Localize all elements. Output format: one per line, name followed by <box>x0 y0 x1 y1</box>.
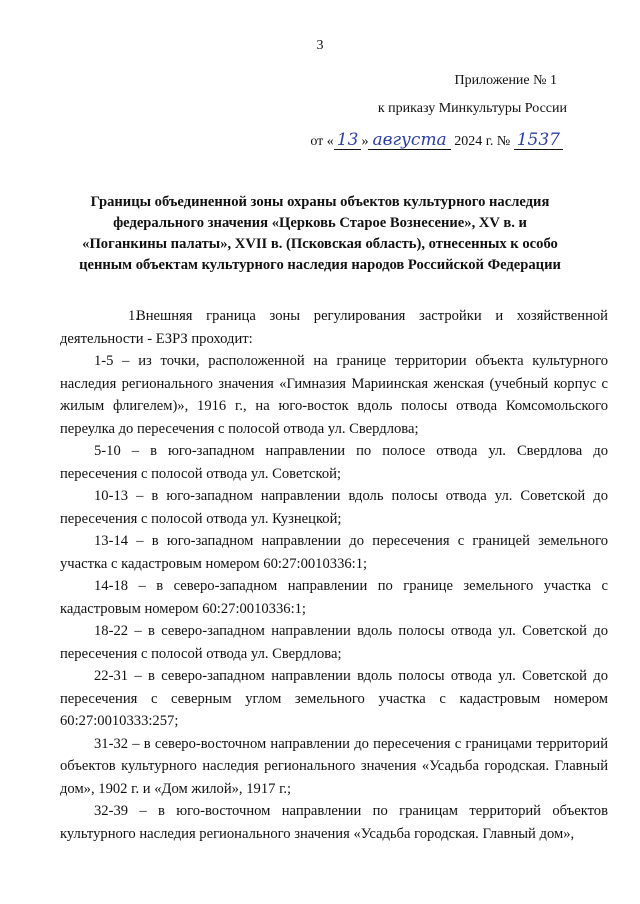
document-body <box>60 305 608 845</box>
boundary-paragraph: 5-10 – в юго-западном направлении по полосе отвода ул. Свердлова до пересечения с полосой отвода ул. Советской; <box>60 443 608 482</box>
boundary-paragraph: 1-5 – из точки, расположенной на границе территории объекта культурного наследия регионального значения «Гимназия Мариинская женская (учебный корпус с жилым флигелем)», 1916 г., на юго-восток вдоль полосы отвода Комсомольского переулка до пересечения с полосой отвода ул. Свердлова; <box>60 353 608 437</box>
boundary-paragraph: 18-22 – в северо-западном направлении вдоль полосы отвода ул. Советской до пересечения с полосой отвода ул. Свердлова; <box>60 623 608 662</box>
handwritten-order-number: 1537 <box>514 132 563 150</box>
boundary-paragraph: 32-39 – в юго-восточном направлении по границам территорий объектов культурного наследия регионального значения «Усадьба городская. Главный дом», <box>60 803 608 842</box>
boundary-paragraph: 13-14 – в юго-западном направлении до пересечения с границей земельного участка с кадастровым номером 60:27:0010336:1; <box>60 533 608 572</box>
handwritten-month: августа <box>368 132 450 150</box>
boundary-paragraph: 10-13 – в юго-западном направлении вдоль полосы отвода ул. Советской до пересечения с полосой отвода ул. Кузнецкой; <box>60 488 608 527</box>
section-number: 1. <box>128 308 139 324</box>
annex-title: Приложение № 1 <box>454 73 557 88</box>
boundary-paragraph: 14-18 – в северо-западном направлении по границе земельного участка с кадастровым номером 60:27:0010336:1; <box>60 578 608 617</box>
boundary-paragraph: 22-31 – в северо-западном направлении вдоль полосы отвода ул. Советской до пересечения с северным углом земельного участка с кадастровым номером 60:27:0010333:257; <box>60 668 608 729</box>
boundary-paragraph: 31-32 – в северо-восточном направлении до пересечения с границами территорий объектов культурного наследия регионального значения «Усадьба городская. Главный дом», 1902 г. и «Дом жилой», 1917 г.; <box>60 735 608 797</box>
annex-order-reference: к приказу Минкультуры России <box>377 101 567 116</box>
date-mid: » <box>361 134 369 149</box>
handwritten-day: 13 <box>334 132 362 150</box>
page-number: 3 <box>316 38 324 53</box>
date-year: 2024 г. № <box>450 134 514 149</box>
section-heading <box>60 305 608 350</box>
date-prefix: от « <box>310 134 334 149</box>
document-title: Границы объединенной зоны охраны объектов культурного наследия федерального значения «Церковь Старое Вознесение», XV в. и «Поганкины палаты», XVII в. (Псковская область), отнесенных к особо ценным объектам культурного наследия народов Российской Федерации <box>79 194 561 273</box>
annex-date-line <box>310 132 563 150</box>
section-heading-text: Внешняя граница зоны регулирования застройки и хозяйственной деятельности - ЕЗРЗ проходит: <box>60 308 608 347</box>
